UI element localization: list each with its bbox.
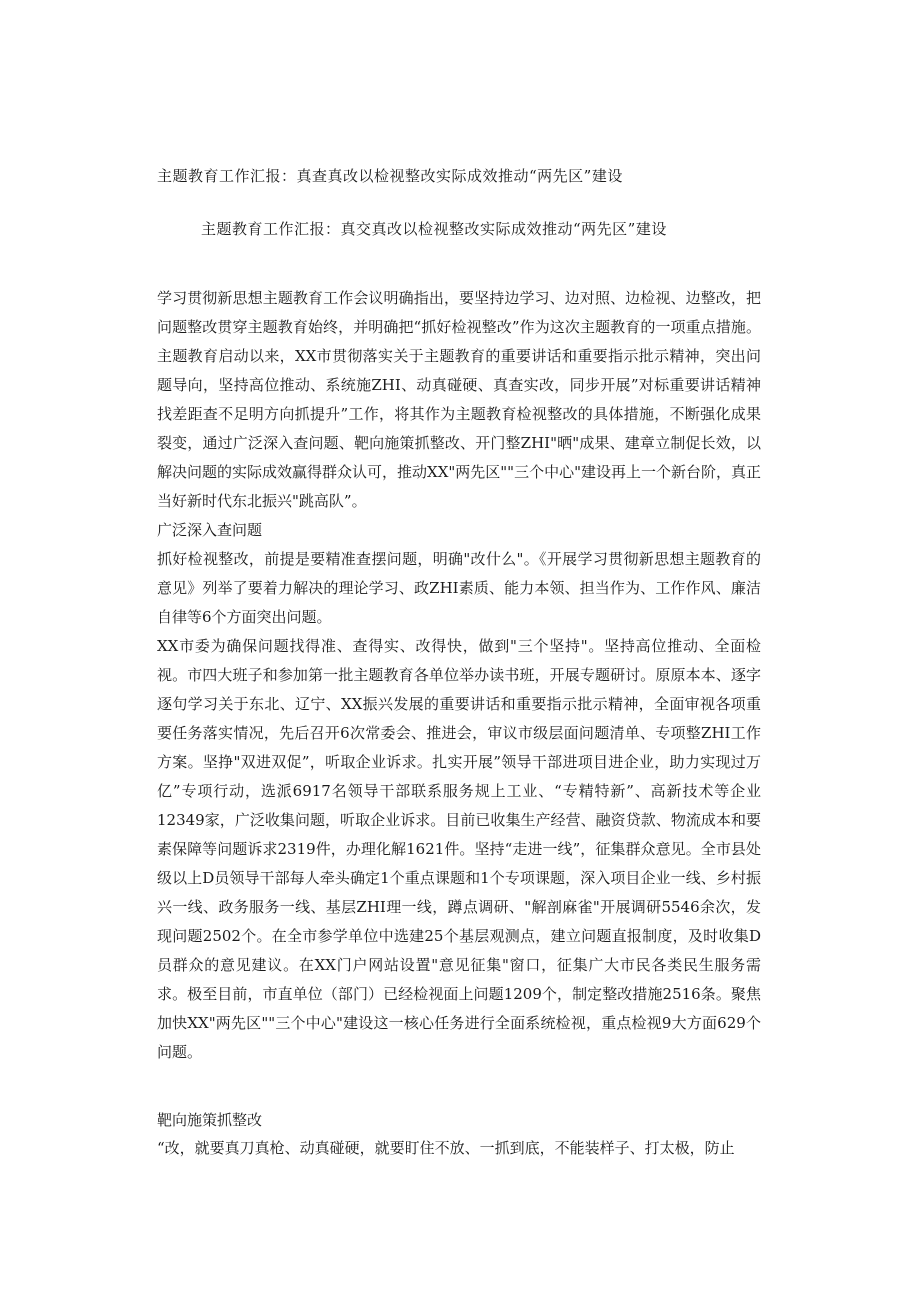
intro-paragraph: 学习贯彻新思想主题教育工作会议明确指出，要坚持边学习、边对照、边检视、边整改，把问题整改贯穿主题教育始终，并明确把“抓好检视整改”作为这次主题教育的一项重点措施。主题教育启动以来，XX市贯彻落实关于主题教育的重要讲话和重要指示批示精神，突出问题导向，坚持高位推动、系统施ZHI、动真碰硬、真查实改，同步开展”对标重要讲话精神找差距查不足明方向抓提升”工作，将其作为主题教育检视整改的具体措施，不断强化成果裂变，通过广泛深入查问题、靶向施策抓整改、开门整ZHI"晒"成果、建章立制促长效，以解决问题的实际成效赢得群众认可，推动XX"两先区""三个中心"建设再上一个新台阶，真正当好新时代东北振兴"跳高队”。 <box>157 289 761 510</box>
section-heading-investigate: 广泛深入查问题 <box>157 521 263 539</box>
section2-paragraph-1: “改，就要真刀真枪、动真碰硬，就要盯住不放、一抓到底，不能装样子、打太极，防止 <box>157 1139 735 1157</box>
section-heading-rectify: 靶向施策抓整改 <box>157 1111 263 1129</box>
section1-paragraph-1: 抓好检视整改，前提是要精准查摆问题，明确"改什么"。《开展学习贯彻新思想主题教育的意见》列举了要着力解决的理论学习、政ZHI素质、能力本领、担当作为、工作作风、廉洁自律等6个方面突出问题。 <box>157 550 761 626</box>
section1-paragraph-2: XX市委为确保问题找得准、查得实、改得快，做到"三个坚持"。坚持高位推动、全面检视。市四大班子和参加第一批主题教育各单位举办读书班，开展专题研讨。原原本本、逐字逐句学习关于东北、辽宁、XX振兴发展的重要讲话和重要指示批示精神，全面审视各项重要任务落实情况，先后召开6次常委会、推进会，审议市级层面问题清单、专项整ZHI工作方案。坚挣"双进双促”，听取企业诉求。扎实开展”领导干部进项目进企业，助力实现过万亿”专项行动，选派6917名领导干部联系服务规上工业、“专精特新”、高新技术等企业12349家，广泛收集问题，听取企业诉求。目前已收集生产经营、融资贷款、物流成本和要素保障等问题诉求2319件，办理化解1621件。坚持“走进一线”，征集群众意见。全市县处级以上D员领导干部每人牵头确定1个重点课题和1个专项课题，深入项目企业一线、乡村振兴一线、政务服务一线、基层ZHI理一线，蹲点调研、"解剖麻雀"开展调研5546余次，发现问题2502个。在全市参学单位中选建25个基层观测点，建立问题直报制度，及时收集D员群众的意见建议。在XX门户网站设置"意见征集"窗口，征集广大市民各类民生服务需求。极至目前，市直单位（部门）已经检视面上问题1209个，制定整改措施2516条。聚焦加快XX"两先区""三个中心"建设这一核心任务进行全面系统检视，重点检视9大方面629个问题。 <box>157 637 761 1061</box>
document-subtitle: 主题教育工作汇报：真交真改以检视整改实际成效推动“两先区”建设 <box>201 220 667 238</box>
document-title: 主题教育工作汇报：真查真改以检视整改实际成效推动“两先区”建设 <box>157 167 623 185</box>
